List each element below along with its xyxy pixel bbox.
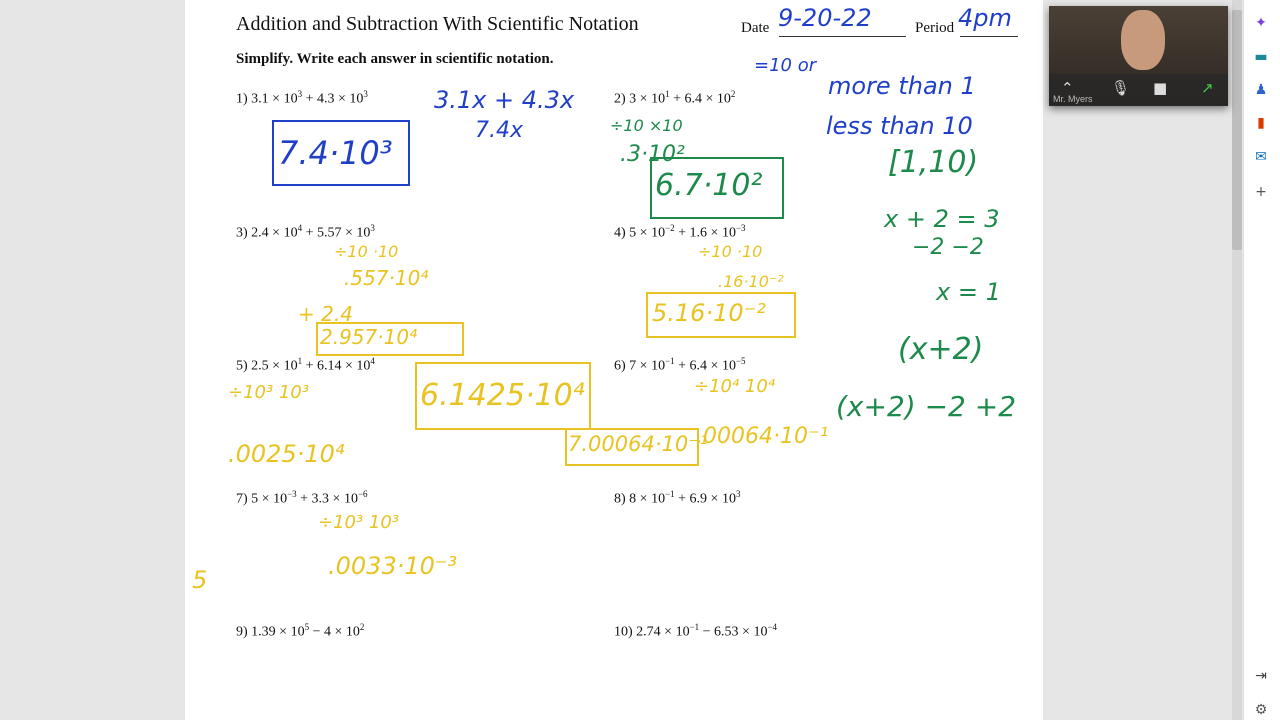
date-line <box>779 36 906 37</box>
problem-number: 1) <box>236 91 248 107</box>
hw-p7-five: 5 <box>192 566 208 594</box>
webcam-overlay <box>1049 6 1228 106</box>
instructions: Simplify. Write each answer in scientific notation. <box>236 51 554 67</box>
problem-number: 6) <box>614 358 626 374</box>
exponent-a: 3 <box>297 89 303 99</box>
hw-p5-div: ÷10³ 10³ <box>228 382 310 403</box>
sidebar-toggle-icon[interactable]: ⇥ <box>1255 668 1267 684</box>
hw-p5-conv: .0025·10⁴ <box>228 440 345 468</box>
hw-rule2: less than 10 <box>826 112 973 140</box>
hw-p4-div: ÷10 ·10 <box>698 242 763 261</box>
problem-6 <box>614 356 746 375</box>
edge-sidebar <box>1243 0 1280 720</box>
term-b: − 6.53 × 10 <box>699 624 768 640</box>
webcam-controls <box>1049 74 1228 106</box>
exponent-a: 5 <box>304 622 310 632</box>
problem-7 <box>236 489 368 508</box>
hw-p2-conv: .3·10² <box>620 142 685 167</box>
term-b: + 1.6 × 10 <box>674 225 736 241</box>
term-b: + 6.4 × 10 <box>669 91 731 107</box>
office-icon[interactable]: ▮ <box>1257 115 1265 131</box>
games-icon[interactable]: ♟ <box>1254 82 1268 98</box>
exponent-a: −1 <box>665 356 675 366</box>
problem-9 <box>236 622 364 641</box>
term-b: + 5.57 × 10 <box>302 225 371 241</box>
hw-eq2: −2 −2 <box>912 235 984 260</box>
term-b: + 6.14 × 10 <box>302 358 371 374</box>
term-a: 2.4 × 10 <box>251 225 298 241</box>
hw-period: 4pm <box>958 4 1012 32</box>
problem-5 <box>236 356 375 375</box>
hw-p7-conv: .0033·10⁻³ <box>328 552 458 580</box>
hw-eq3: x = 1 <box>936 278 1001 306</box>
term-a: 3.1 × 10 <box>251 91 298 107</box>
term-a: 7 × 10 <box>629 358 666 374</box>
problem-10 <box>614 622 777 641</box>
term-b: − 4 × 10 <box>309 624 360 640</box>
camera-icon[interactable]: ■ <box>1153 79 1168 97</box>
hw-p3-add: + 2.4 <box>298 302 353 326</box>
hw-rule1: more than 1 <box>828 72 976 100</box>
worksheet-title: Addition and Subtraction With Scientific Notation <box>236 13 639 35</box>
exponent-b: −6 <box>357 489 368 499</box>
term-a: 5 × 10 <box>251 491 288 507</box>
hw-p2-answer: 6.7·10² <box>655 168 763 203</box>
exponent-a: −2 <box>665 223 675 233</box>
problem-number: 7) <box>236 491 248 507</box>
problem-number: 9) <box>236 624 248 640</box>
hw-p4-conv: .16·10⁻² <box>718 272 784 291</box>
problem-number: 3) <box>236 225 248 241</box>
outlook-icon[interactable]: ✉ <box>1255 149 1267 165</box>
exponent-b: 3 <box>370 223 375 233</box>
hw-p1-work: 3.1x + 4.3x <box>434 86 575 114</box>
problem-8 <box>614 489 740 508</box>
chevron-up-icon[interactable]: ⌃ <box>1061 79 1074 97</box>
exponent-a: −1 <box>689 622 700 632</box>
hw-eq4: (x+2) <box>898 332 984 367</box>
exponent-a: 1 <box>665 89 670 99</box>
term-a: 2.74 × 10 <box>636 624 690 640</box>
problem-3 <box>236 223 375 242</box>
hw-p3-div: ÷10 ·10 <box>334 242 399 261</box>
exponent-b: −5 <box>735 356 746 366</box>
problem-number: 4) <box>614 225 626 241</box>
exponent-b: 2 <box>359 622 365 632</box>
webcam-name: Mr. Myers <box>1053 94 1093 104</box>
period-label: Period <box>915 20 955 36</box>
exponent-a: −3 <box>287 489 297 499</box>
problem-number: 10) <box>614 624 633 640</box>
problem-number: 8) <box>614 491 626 507</box>
term-b: + 6.4 × 10 <box>674 358 736 374</box>
term-a: 1.39 × 10 <box>251 624 305 640</box>
problem-number: 5) <box>236 358 248 374</box>
exponent-b: 4 <box>370 356 375 366</box>
exponent-a: 4 <box>297 223 303 233</box>
hw-p1-answer: 7.4·10³ <box>278 134 393 172</box>
hw-eq5: (x+2) −2 +2 <box>836 390 1017 423</box>
exponent-a: −1 <box>665 489 675 499</box>
exponent-a: 1 <box>297 356 303 366</box>
term-b: + 4.3 × 10 <box>302 91 364 107</box>
hw-p3-answer: 2.957·10⁴ <box>320 325 418 349</box>
webcam-video <box>1121 10 1165 70</box>
problem-4 <box>614 223 746 242</box>
hw-p6-conv: .00064·10⁻¹ <box>696 424 829 449</box>
hw-p7-div: ÷10³ 10³ <box>318 512 400 533</box>
problem-1 <box>236 89 368 108</box>
hw-p2-work: ÷10 ×10 <box>610 116 683 135</box>
tools-icon[interactable]: ▬ <box>1254 49 1268 65</box>
hw-date: 9-20-22 <box>778 4 872 32</box>
exponent-b: 3 <box>735 489 741 499</box>
hw-p6-answer: 7.00064·10⁻¹ <box>568 432 708 456</box>
exponent-b: 2 <box>730 89 736 99</box>
hw-interval: [1,10) <box>888 145 979 180</box>
term-a: 8 × 10 <box>629 491 666 507</box>
add-icon[interactable]: + <box>1255 184 1267 200</box>
exponent-b: 3 <box>363 89 368 99</box>
scrollbar-thumb[interactable] <box>1232 10 1242 250</box>
popout-icon[interactable]: ↗ <box>1201 79 1214 97</box>
term-b: + 3.3 × 10 <box>296 491 358 507</box>
hw-p1-sum: 7.4x <box>475 118 524 143</box>
hw-p5-answer: 6.1425·10⁴ <box>420 378 585 413</box>
term-b: + 6.9 × 10 <box>674 491 736 507</box>
term-a: 5 × 10 <box>629 225 666 241</box>
hw-tenor: =10 or <box>754 55 817 76</box>
hw-p4-answer: 5.16·10⁻² <box>652 299 766 327</box>
copilot-icon[interactable]: ✦ <box>1255 15 1267 31</box>
exponent-b: −4 <box>767 622 778 632</box>
microphone-icon[interactable]: 🎙 <box>1111 79 1131 97</box>
exponent-b: −3 <box>735 223 746 233</box>
hw-p6-div: ÷10⁴ 10⁴ <box>694 376 776 397</box>
problem-2 <box>614 89 735 108</box>
problem-number: 2) <box>614 91 626 107</box>
term-a: 3 × 10 <box>629 91 666 107</box>
date-label: Date <box>741 20 770 36</box>
hw-eq1: x + 2 = 3 <box>884 205 1000 233</box>
term-a: 2.5 × 10 <box>251 358 298 374</box>
settings-gear-icon[interactable]: ⚙ <box>1254 702 1268 718</box>
period-line <box>960 36 1018 37</box>
hw-p3-conv: .557·10⁴ <box>344 266 429 290</box>
